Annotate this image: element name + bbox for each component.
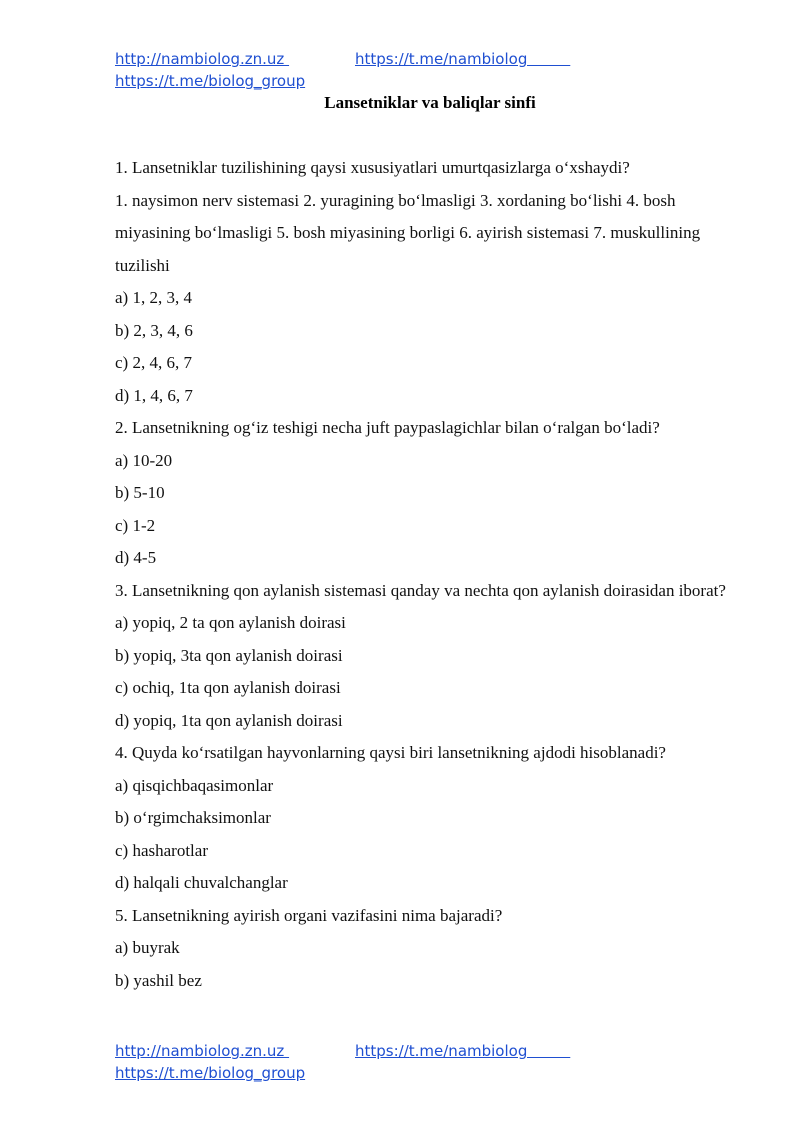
question-4-option-c: c) hasharotlar bbox=[115, 840, 208, 860]
page-footer bbox=[115, 1042, 635, 1086]
question-2-option-b: b) 5-10 bbox=[115, 483, 165, 502]
question-2-option-c: c) 1-2 bbox=[115, 515, 156, 535]
question-5-option-a: a) buyrak bbox=[115, 938, 180, 957]
question-1-stem: 1. naysimon nerv sistemasi 2. yuragining bo‘lmasligi 3. xordaning bo‘lishi 4. bosh miyasining bo‘lmasligi 5. bosh miyasining borligi 6. ayirish sistemasi 7. muskullining tuzilishi bbox=[115, 190, 701, 275]
question-4-option-d: d) halqali chuvalchanglar bbox=[115, 873, 288, 892]
question-1-option-b: b) 2, 3, 4, 6 bbox=[115, 320, 193, 340]
question-3-option-d: d) yopiq, 1ta qon aylanish doirasi bbox=[115, 710, 343, 730]
document-title: Lansetniklar va baliqlar sinfi bbox=[324, 93, 536, 112]
question-5-option-b: b) yashil bez bbox=[115, 970, 202, 990]
question-2-option-d: d) 4-5 bbox=[115, 548, 157, 567]
question-4-option-a: a) qisqichbaqasimonlar bbox=[115, 775, 274, 795]
question-2: 2. Lansetnikning og‘iz teshigi necha juft paypaslagichlar bilan o‘ralgan bo‘ladi? bbox=[115, 418, 660, 437]
question-1: 1. Lansetniklar tuzilishining qaysi xususiyatlari umurtqasizlarga o‘xshaydi? bbox=[115, 158, 630, 177]
question-2-option-a: a) 10-20 bbox=[115, 450, 173, 470]
question-3-option-c: c) ochiq, 1ta qon aylanish doirasi bbox=[115, 678, 341, 697]
question-1-option-a: a) 1, 2, 3, 4 bbox=[115, 288, 192, 307]
question-3: 3. Lansetnikning qon aylanish sistemasi qanday va nechta qon aylanish doirasidan iborat? bbox=[115, 580, 726, 600]
page-header bbox=[115, 50, 635, 94]
question-3-option-b: b) yopiq, 3ta qon aylanish doirasi bbox=[115, 645, 343, 665]
footer-link-nambiolog-site[interactable]: http://nambiolog.zn.uz bbox=[115, 1042, 290, 1060]
question-4-option-b: b) o‘rgimchaksimonlar bbox=[115, 808, 271, 827]
question-3-option-a: a) yopiq, 2 ta qon aylanish doirasi bbox=[115, 613, 346, 632]
header-link-telegram-biolog-group[interactable]: https://t.me/biolog_group bbox=[115, 72, 306, 90]
header-link-telegram-nambiolog[interactable]: https://t.me/nambiolog bbox=[355, 50, 571, 68]
header-link-nambiolog-site[interactable]: http://nambiolog.zn.uz bbox=[115, 50, 290, 68]
question-5: 5. Lansetnikning ayirish organi vazifasini nima bajaradi? bbox=[115, 905, 503, 925]
footer-link-telegram-biolog-group[interactable]: https://t.me/biolog_group bbox=[115, 1064, 306, 1082]
question-4: 4. Quyda ko‘rsatilgan hayvonlarning qaysi biri lansetnikning ajdodi hisoblanadi? bbox=[115, 743, 666, 762]
question-1-option-d: d) 1, 4, 6, 7 bbox=[115, 385, 193, 405]
question-1-option-c: c) 2, 4, 6, 7 bbox=[115, 353, 192, 372]
footer-link-telegram-nambiolog[interactable]: https://t.me/nambiolog bbox=[355, 1042, 571, 1060]
document-body bbox=[115, 152, 745, 997]
